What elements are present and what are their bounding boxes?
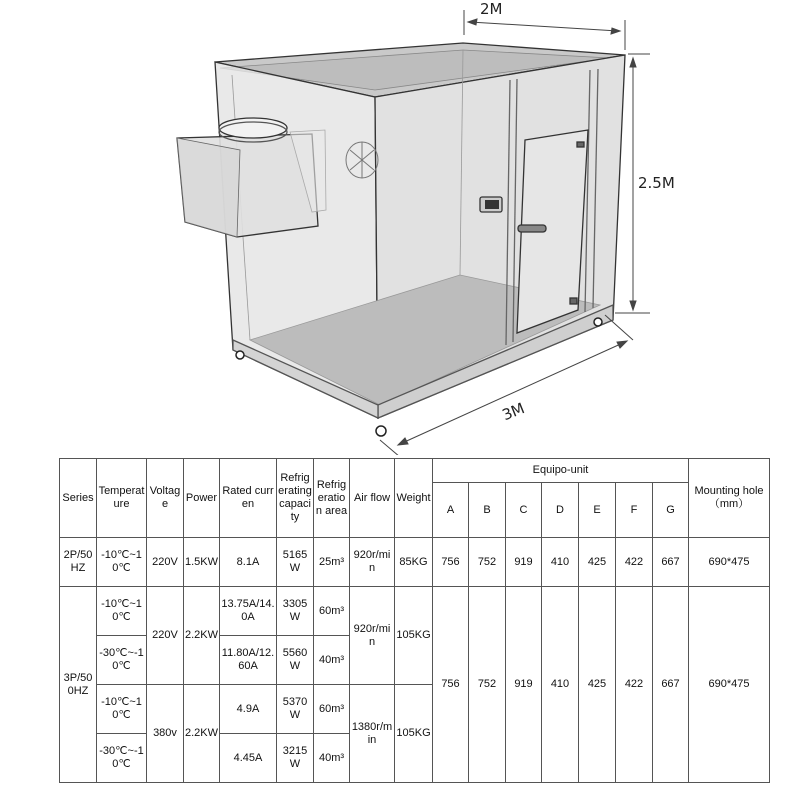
cell-mounting-hole: 690*475 [689, 587, 770, 783]
cell-dim-b: 752 [469, 587, 506, 783]
spec-table [59, 458, 770, 783]
cell-rated-current: 4.45A [220, 734, 277, 783]
cell-refrigeration-area: 60m³ [314, 685, 350, 734]
width-dimension-label: 2M [480, 0, 503, 18]
cell-voltage: 220V [147, 587, 184, 685]
cell-weight: 105KG [395, 587, 433, 685]
header-dim-d: D [542, 483, 579, 538]
door-handle [518, 225, 546, 232]
cell-dim-b: 752 [469, 538, 506, 587]
header-dim-b: B [469, 483, 506, 538]
header-temperature: Temperature [97, 459, 147, 538]
cell-temperature: -10℃~10℃ [97, 685, 147, 734]
length-dimension-label: 3M [499, 399, 528, 425]
cell-refrigerating-capacity: 5165W [277, 538, 314, 587]
cell-refrigeration-area: 25m³ [314, 538, 350, 587]
cell-dim-d: 410 [542, 587, 579, 783]
cell-temperature: -30℃~-10℃ [97, 636, 147, 685]
cell-air-flow: 920r/min [350, 587, 395, 685]
cell-dim-f: 422 [616, 587, 653, 783]
cell-refrigeration-area: 40m³ [314, 636, 350, 685]
cell-rated-current: 13.75A/14.0A [220, 587, 277, 636]
table-row [60, 538, 770, 587]
cell-weight: 85KG [395, 538, 433, 587]
height-dimension-label: 2.5M [638, 174, 675, 192]
header-series: Series [60, 459, 97, 538]
cell-temperature: -10℃~10℃ [97, 587, 147, 636]
cell-air-flow: 920r/min [350, 538, 395, 587]
cell-dim-g: 667 [653, 538, 689, 587]
header-air-flow: Air flow [350, 459, 395, 538]
door [517, 130, 588, 333]
cell-refrigeration-area: 60m³ [314, 587, 350, 636]
cell-rated-current: 11.80A/12.60A [220, 636, 277, 685]
cell-dim-g: 667 [653, 587, 689, 783]
cell-dim-a: 756 [433, 538, 469, 587]
cell-power: 2.2KW [184, 685, 220, 783]
cell-refrigerating-capacity: 3215W [277, 734, 314, 783]
header-dim-a: A [433, 483, 469, 538]
header-power: Power [184, 459, 220, 538]
cell-power: 1.5KW [184, 538, 220, 587]
cell-voltage: 220V [147, 538, 184, 587]
cell-temperature: -30℃~-10℃ [97, 734, 147, 783]
header-rated-current: Rated curren [220, 459, 277, 538]
cell-power: 2.2KW [184, 587, 220, 685]
cell-rated-current: 4.9A [220, 685, 277, 734]
header-dim-g: G [653, 483, 689, 538]
cell-temperature: -10℃~10℃ [97, 538, 147, 587]
cell-refrigeration-area: 40m³ [314, 734, 350, 783]
cell-mounting-hole: 690*475 [689, 538, 770, 587]
cell-weight: 105KG [395, 685, 433, 783]
control-panel [480, 197, 502, 212]
cell-dim-a: 756 [433, 587, 469, 783]
header-refrigeration-area: Refrigeration area [314, 459, 350, 538]
cell-air-flow: 1380r/min [350, 685, 395, 783]
header-refrigerating-capacity: Refrigerating capacity [277, 459, 314, 538]
header-dim-e: E [579, 483, 616, 538]
cell-dim-c: 919 [506, 587, 542, 783]
cell-dim-e: 425 [579, 538, 616, 587]
cell-refrigerating-capacity: 5370W [277, 685, 314, 734]
cell-refrigerating-capacity: 3305W [277, 587, 314, 636]
cell-dim-c: 919 [506, 538, 542, 587]
header-dim-f: F [616, 483, 653, 538]
cell-dim-f: 422 [616, 538, 653, 587]
cell-series: 3P/500HZ [60, 587, 97, 783]
cell-dim-e: 425 [579, 587, 616, 783]
cell-refrigerating-capacity: 5560W [277, 636, 314, 685]
table-row [60, 587, 770, 636]
cell-dim-d: 410 [542, 538, 579, 587]
header-mounting-hole: Mounting hole（mm） [689, 459, 770, 538]
cell-series: 2P/50HZ [60, 538, 97, 587]
header-weight: Weight [395, 459, 433, 538]
cell-voltage: 380v [147, 685, 184, 783]
header-dim-c: C [506, 483, 542, 538]
header-equipo-unit: Equipo-unit [433, 459, 689, 483]
header-voltage: Voltage [147, 459, 184, 538]
cell-rated-current: 8.1A [220, 538, 277, 587]
